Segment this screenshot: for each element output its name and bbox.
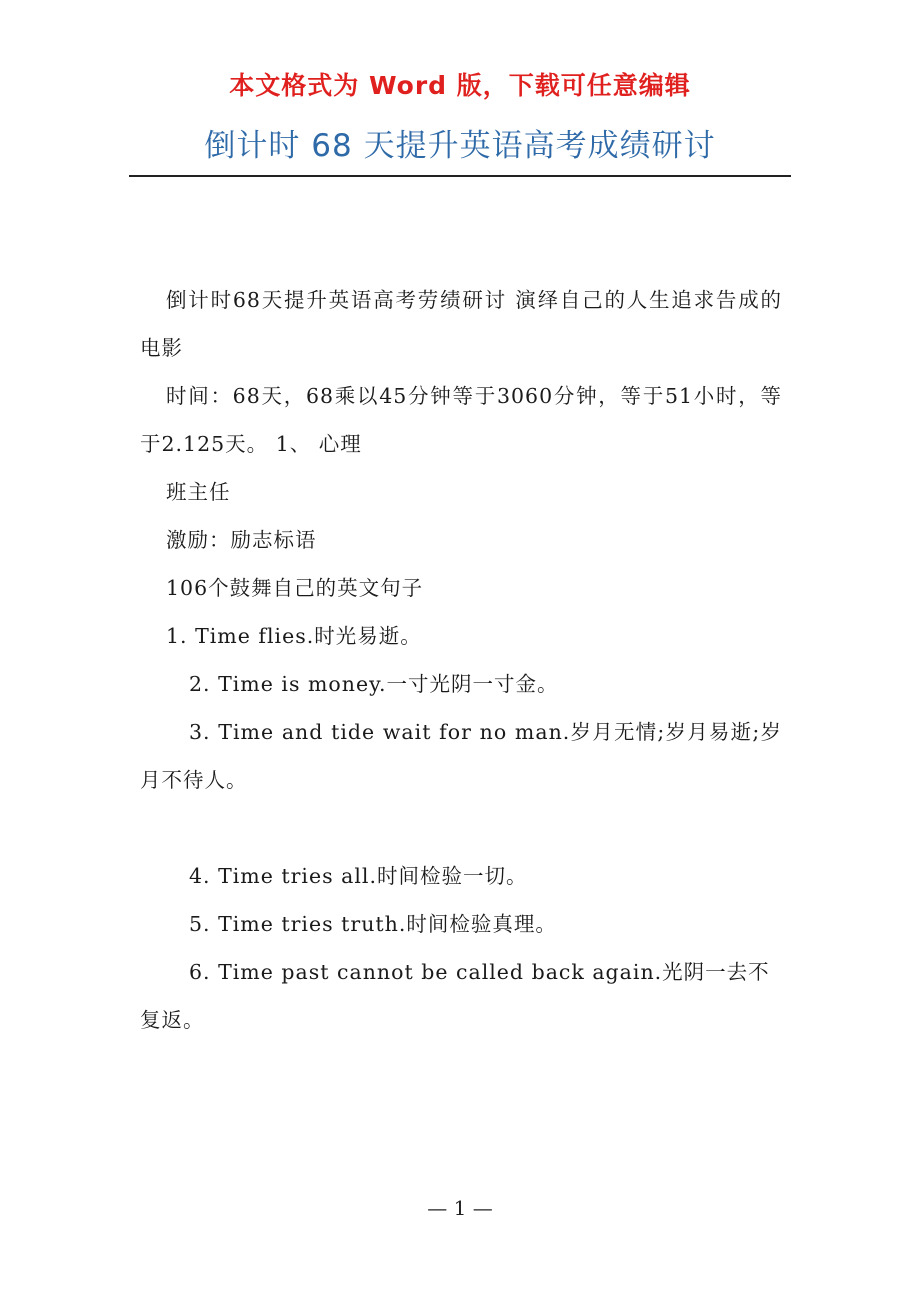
document-title: 倒计时 68 天提升英语高考成绩研讨 bbox=[204, 128, 716, 164]
format-notice: 本文格式为 Word 版，下载可任意编辑 bbox=[229, 71, 691, 100]
paragraph-spacer bbox=[140, 804, 782, 852]
list-item: 6. Time past cannot be called back again.光阴一去不复返。 bbox=[140, 960, 770, 1032]
list-item: 5. Time tries truth.时间检验真理。 bbox=[189, 912, 557, 936]
title-divider bbox=[129, 175, 791, 177]
page-number: — 1 — bbox=[427, 1196, 493, 1220]
paragraph-intro: 倒计时68天提升英语高考劳绩研讨 演绎自己的人生追求告成的电影 bbox=[140, 288, 782, 360]
paragraph-sentences-heading: 106个鼓舞自己的英文句子 bbox=[166, 576, 424, 600]
paragraph-time: 时间：68天，68乘以45分钟等于3060分钟，等于51小时，等于2.125天。 1、 心理 bbox=[140, 384, 782, 456]
list-item: 1. Time flies.时光易逝。 bbox=[166, 624, 422, 648]
paragraph-teacher: 班主任 bbox=[166, 480, 231, 504]
list-item: 4. Time tries all.时间检验一切。 bbox=[189, 864, 528, 888]
paragraph-motivation: 激励：励志标语 bbox=[166, 528, 317, 552]
document-body bbox=[140, 276, 782, 1044]
list-item: 3. Time and tide wait for no man.岁月无情;岁月易逝;岁月不待人。 bbox=[140, 720, 782, 792]
list-item: 2. Time is money.一寸光阴一寸金。 bbox=[189, 672, 559, 696]
